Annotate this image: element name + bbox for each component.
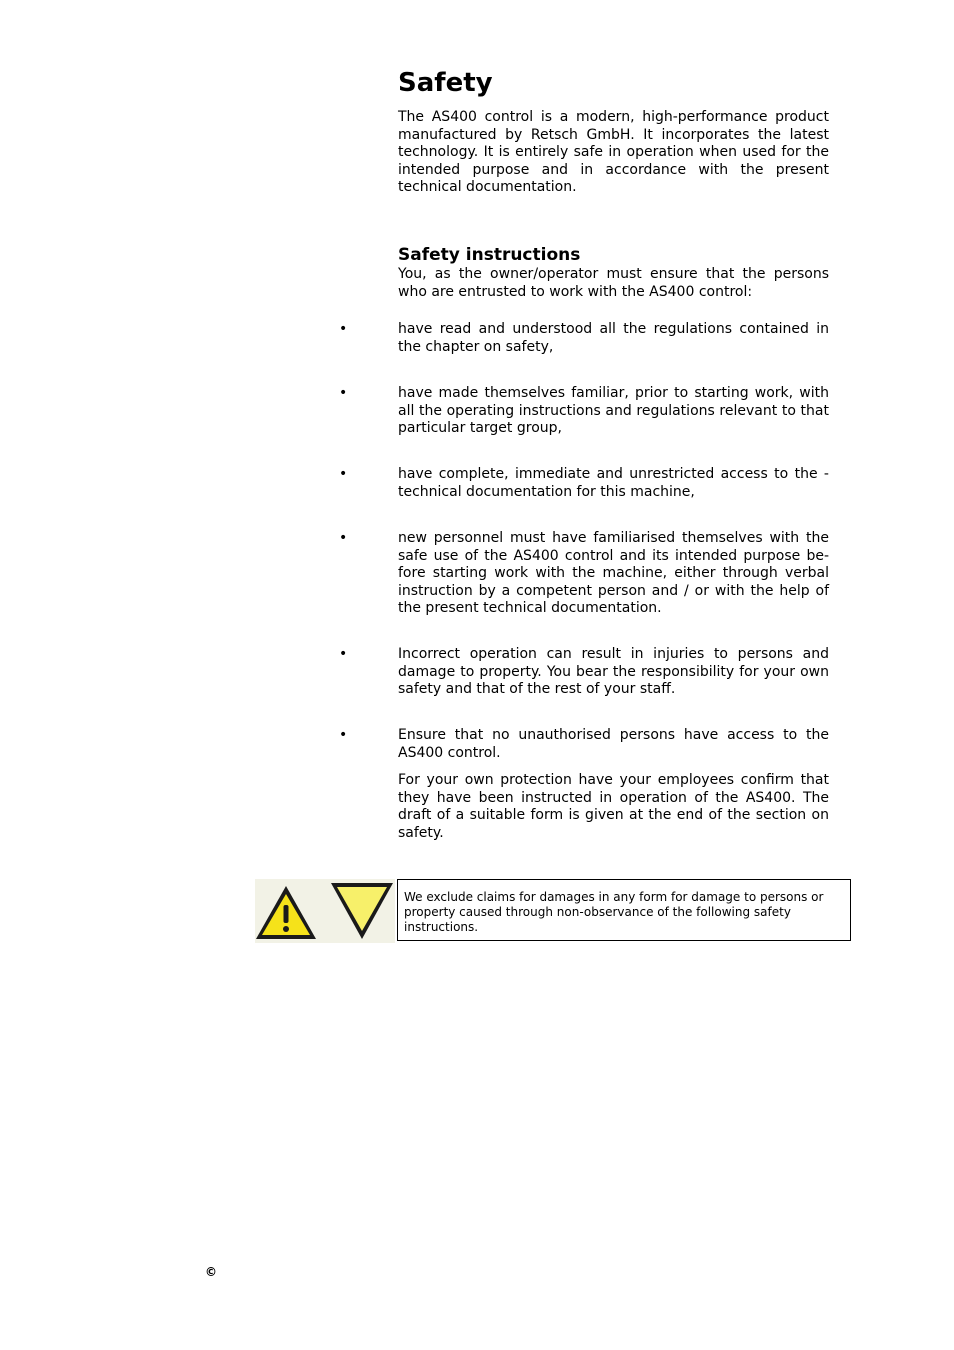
- page-title: Safety: [398, 68, 493, 98]
- list-item: [398, 321, 829, 356]
- list-item: [398, 646, 829, 699]
- list-item-text: new personnel must have familiarised themselves with the safe use of the AS400 control and its intended purpose be-fore starting work with the machine, either through verbal instruction by a competent person and / or with the help of the present technical documentation.: [398, 530, 829, 616]
- bullet-marker: •: [339, 385, 348, 401]
- disclaimer-text: We exclude claims for damages in any form for damage to persons or property caused through non-observance of the following safety instructions.: [404, 890, 824, 934]
- instructions-intro: [398, 266, 829, 301]
- list-item-text: have complete, immediate and unrestricted access to the -technical documentation for this machine,: [398, 466, 829, 500]
- instructions-intro-text: You, as the owner/operator must ensure that the persons who are entrusted to work with the AS400 control:: [398, 266, 829, 300]
- protection-text: For your own protection have your employees confirm that they have been instructed in operation of the AS400. The draft of a suitable form is given at the end of the section on safety.: [398, 772, 829, 841]
- protection-paragraph: [398, 772, 829, 842]
- section-heading: Safety instructions: [398, 245, 581, 265]
- warning-icons: [255, 879, 395, 943]
- disclaimer-box: [397, 879, 851, 941]
- list-item: [398, 530, 829, 618]
- copyright-symbol: ©: [205, 1265, 217, 1279]
- bullet-marker: •: [339, 530, 348, 546]
- bullet-marker: •: [339, 466, 348, 482]
- intro-text: The AS400 control is a modern, high-performance product manufactured by Retsch GmbH. It incorporates the latest technology. It is entirely safe in operation when used for the intended purpose and in accordance with the present technical documentation.: [398, 109, 829, 195]
- list-item: [398, 385, 829, 438]
- list-item-text: Ensure that no unauthorised persons have access to the AS400 control.: [398, 727, 829, 761]
- intro-paragraph: [398, 109, 829, 197]
- list-item: [398, 727, 829, 762]
- bullet-marker: •: [339, 321, 348, 337]
- list-item-text: Incorrect operation can result in injuries to persons and damage to property. You bear the responsibility for your own safety and that of the rest of your staff.: [398, 646, 829, 697]
- warning-icons-svg: [255, 879, 395, 943]
- bullet-marker: •: [339, 727, 348, 743]
- bullet-marker: •: [339, 646, 348, 662]
- list-item: [398, 466, 829, 501]
- list-item-text: have made themselves familiar, prior to starting work, with all the operating instructions and regulations relevant to that particular target group,: [398, 385, 829, 436]
- list-item-text: have read and understood all the regulations contained in the chapter on safety,: [398, 321, 829, 355]
